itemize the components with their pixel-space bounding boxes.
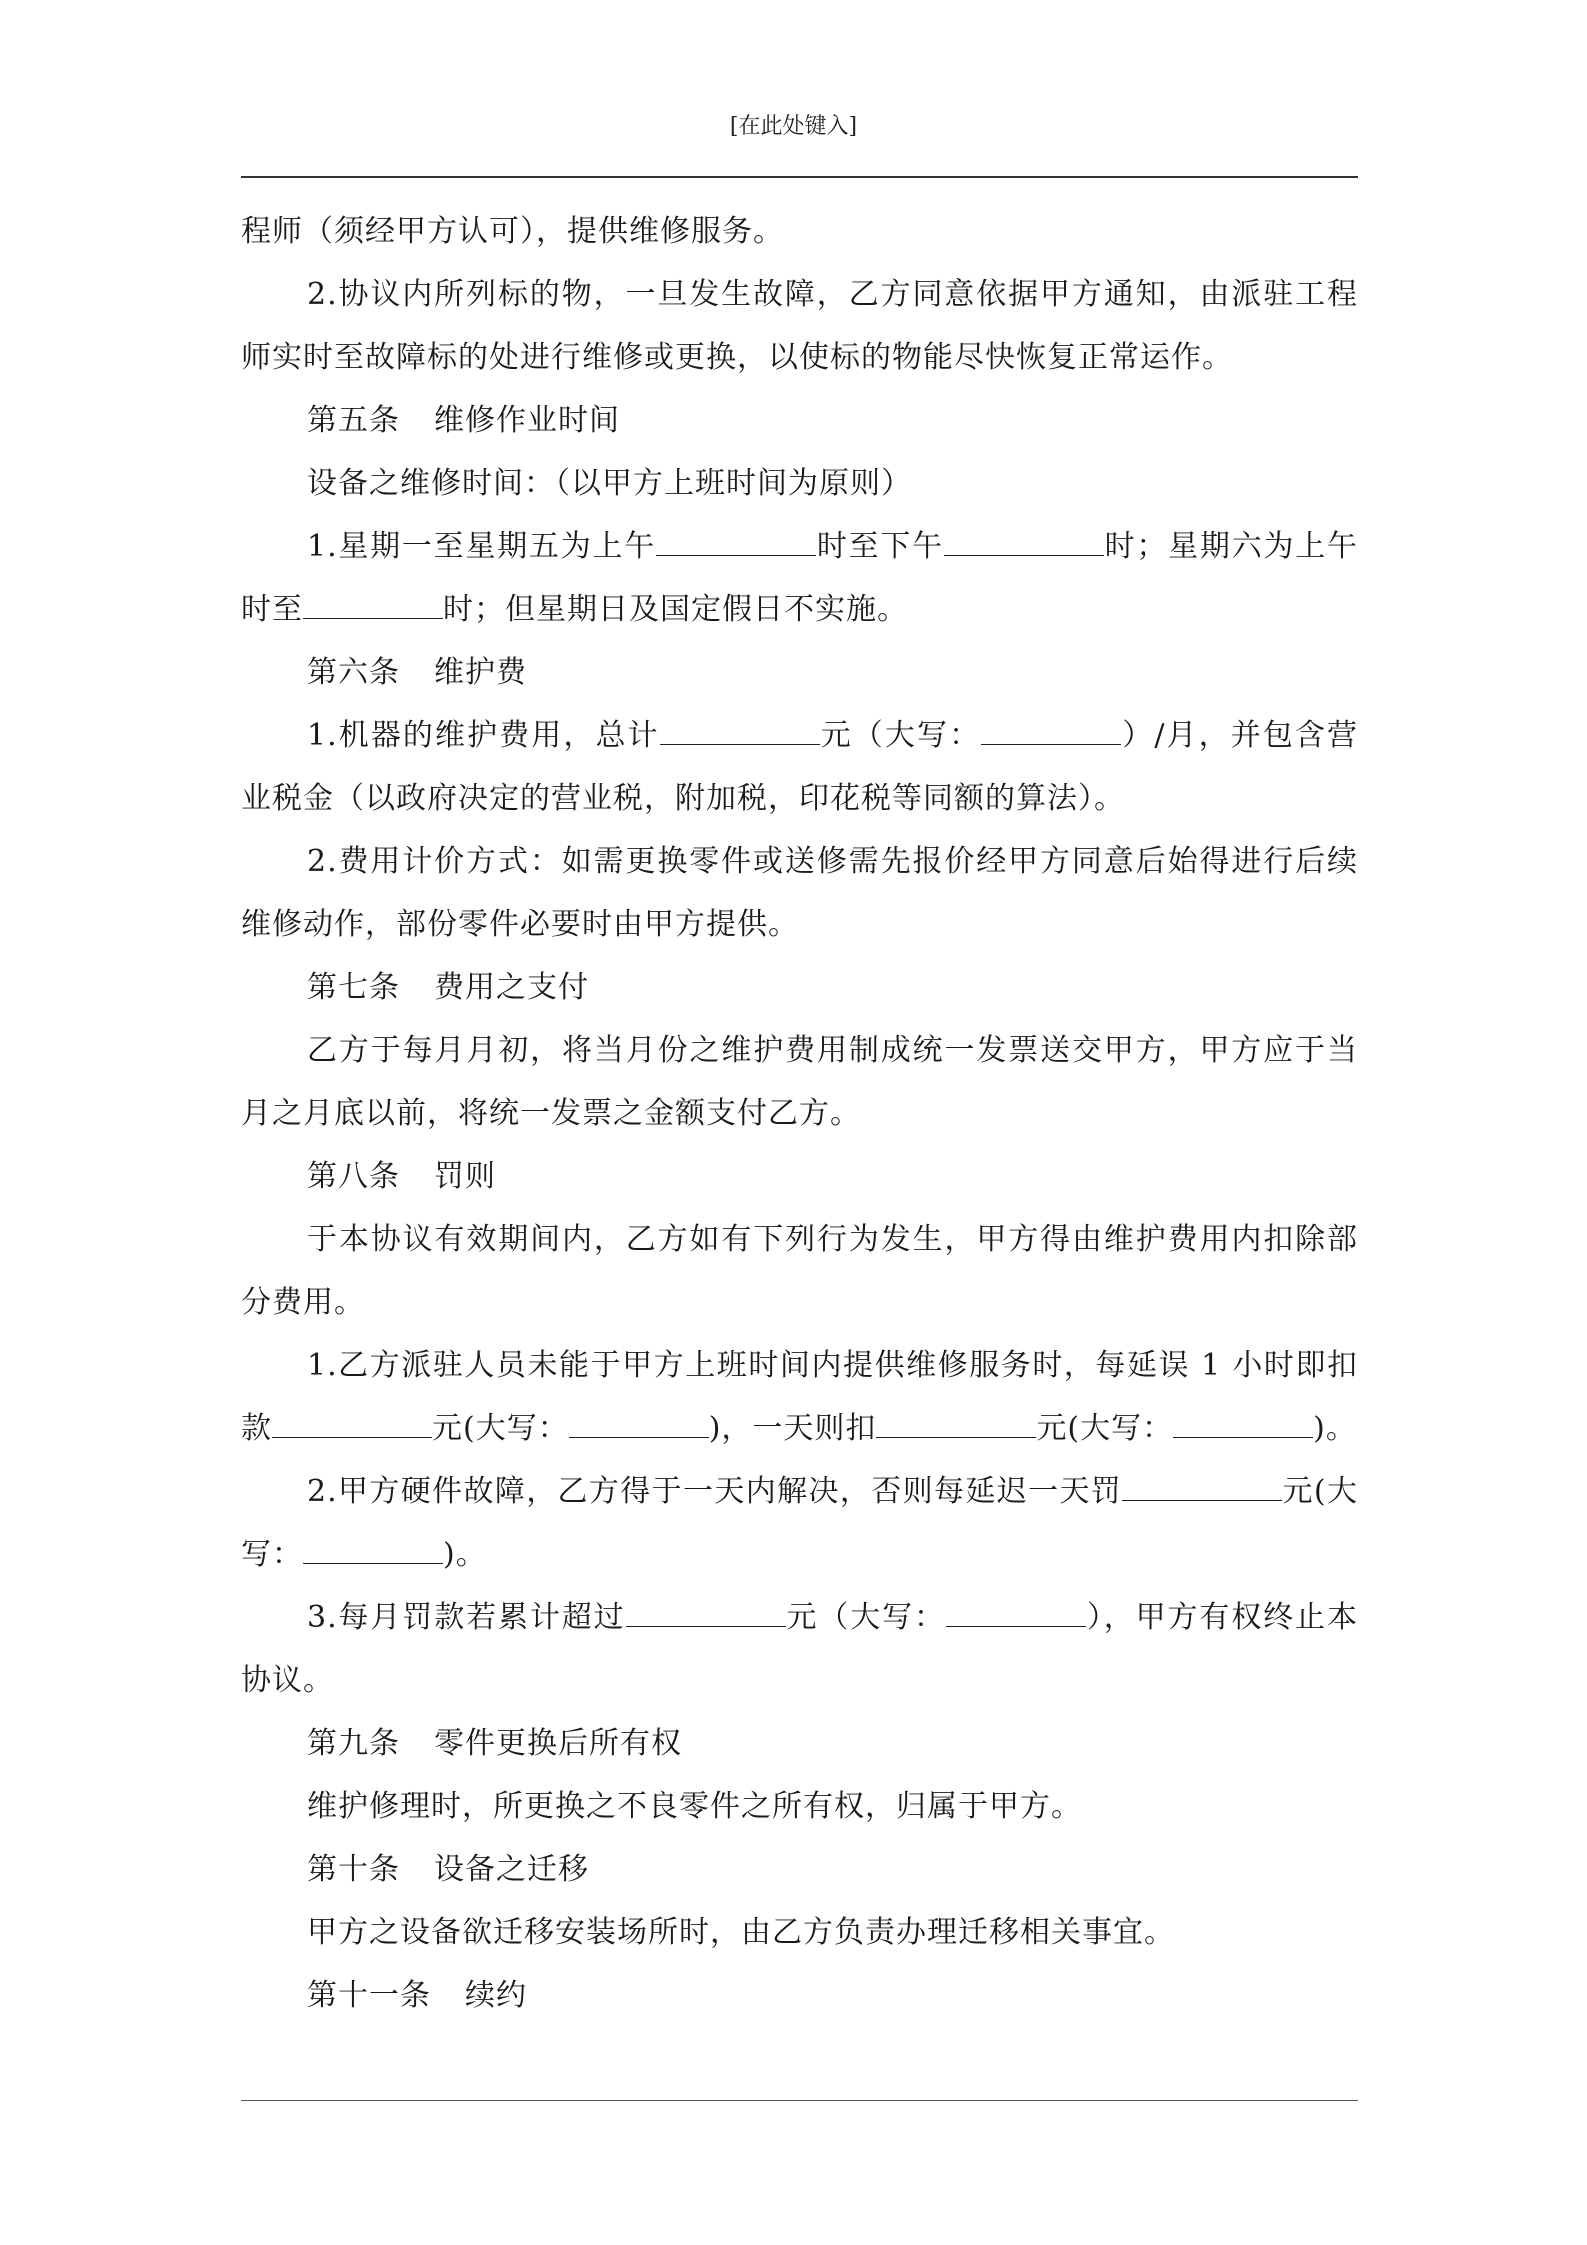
text-run: 元（大写： bbox=[819, 718, 982, 753]
text-run: 1.乙方派驻人员未能于甲方上班时间内提供维修服务时，每延误 1 小时即扣款 bbox=[241, 1348, 1358, 1446]
text-run: 元(大写： bbox=[1036, 1411, 1174, 1446]
fill-blank[interactable] bbox=[272, 1407, 432, 1438]
fill-blank[interactable] bbox=[569, 1407, 709, 1438]
paragraph: 设备之维修时间：（以甲方上班时间为原则） bbox=[307, 466, 912, 501]
article-title: 罚则 bbox=[434, 1159, 496, 1194]
page-header-placeholder[interactable]: [在此处键入] bbox=[729, 114, 858, 139]
paragraph bbox=[241, 704, 1358, 830]
fill-blank[interactable] bbox=[946, 1596, 1086, 1627]
text-run: 3.每月罚款若累计超过 bbox=[307, 1600, 626, 1635]
article-title: 维修作业时间 bbox=[434, 403, 620, 438]
text-run: 元(大写： bbox=[432, 1411, 569, 1446]
fill-blank[interactable] bbox=[660, 714, 820, 745]
article-heading bbox=[241, 1964, 1358, 2027]
fill-blank[interactable] bbox=[303, 588, 443, 619]
article-number: 第六条 bbox=[307, 655, 400, 690]
article-title: 维护费 bbox=[434, 655, 527, 690]
fill-blank[interactable] bbox=[1122, 1470, 1282, 1501]
article-heading bbox=[241, 641, 1358, 704]
text-run: ）/月，并包含营业税金（以政府决定的营业税，附加税，印花税等同额的算法）。 bbox=[241, 718, 1359, 816]
text-run: 元（大写： bbox=[785, 1600, 946, 1635]
paragraph bbox=[241, 515, 1358, 641]
text-run: )，一天则扣 bbox=[708, 1411, 877, 1446]
text-run: 元(大写： bbox=[241, 1474, 1358, 1572]
paragraph: 于本协议有效期间内，乙方如有下列行为发生，甲方得由维护费用内扣除部分费用。 bbox=[241, 1222, 1358, 1320]
text-run: )。 bbox=[443, 1537, 487, 1572]
paragraph: 乙方于每月月初，将当月份之维护费用制成统一发票送交甲方，甲方应于当月之月底以前，将统一发票之金额支付乙方。 bbox=[241, 1033, 1358, 1131]
text-run: 1.星期一至星期五为上午 bbox=[307, 529, 657, 564]
article-heading bbox=[241, 956, 1358, 1019]
text-run: 1.机器的维护费用，总计 bbox=[307, 718, 660, 753]
article-title: 零件更换后所有权 bbox=[434, 1726, 682, 1761]
article-title: 续约 bbox=[465, 1978, 527, 2013]
text-run: 时；但星期日及国定假日不实施。 bbox=[443, 592, 908, 627]
article-number: 第五条 bbox=[307, 403, 400, 438]
paragraph: 2.费用计价方式：如需更换零件或送修需先报价经甲方同意后始得进行后续维修动作，部份零件必要时由甲方提供。 bbox=[241, 844, 1358, 942]
article-heading bbox=[241, 1712, 1358, 1775]
paragraph: 2.协议内所列标的物，一旦发生故障，乙方同意依据甲方通知，由派驻工程师实时至故障标的处进行维修或更换，以使标的物能尽快恢复正常运作。 bbox=[241, 277, 1358, 375]
paragraph bbox=[241, 1460, 1358, 1586]
article-heading bbox=[241, 1145, 1358, 1208]
fill-blank[interactable] bbox=[1173, 1407, 1313, 1438]
paragraph: 维护修理时，所更换之不良零件之所有权，归属于甲方。 bbox=[307, 1789, 1082, 1824]
fill-blank[interactable] bbox=[656, 525, 816, 556]
paragraph: 程师（须经甲方认可），提供维修服务。 bbox=[241, 214, 784, 249]
text-run: 时；星期六为上午时至 bbox=[241, 529, 1358, 627]
fill-blank[interactable] bbox=[981, 714, 1121, 745]
document-body bbox=[241, 200, 1358, 2027]
paragraph bbox=[241, 1334, 1358, 1460]
fill-blank[interactable] bbox=[626, 1596, 786, 1627]
fill-blank[interactable] bbox=[303, 1533, 443, 1564]
fill-blank[interactable] bbox=[944, 525, 1104, 556]
article-number: 第八条 bbox=[307, 1159, 400, 1194]
text-run: 2.甲方硬件故障，乙方得于一天内解决，否则每延迟一天罚 bbox=[307, 1474, 1123, 1509]
article-number: 第十一条 bbox=[307, 1978, 431, 2013]
text-run: 时至下午 bbox=[816, 529, 944, 564]
footer-rule bbox=[241, 2100, 1358, 2101]
text-run: ），甲方有权终止本协议。 bbox=[241, 1600, 1359, 1698]
article-heading bbox=[241, 1838, 1358, 1901]
paragraph: 甲方之设备欲迁移安装场所时，由乙方负责办理迁移相关事宜。 bbox=[307, 1915, 1175, 1950]
article-number: 第十条 bbox=[307, 1852, 400, 1887]
fill-blank[interactable] bbox=[876, 1407, 1036, 1438]
text-run: )。 bbox=[1313, 1411, 1357, 1446]
article-title: 费用之支付 bbox=[434, 970, 589, 1005]
article-heading bbox=[241, 389, 1358, 452]
article-title: 设备之迁移 bbox=[434, 1852, 589, 1887]
paragraph bbox=[241, 1586, 1358, 1712]
article-number: 第九条 bbox=[307, 1726, 400, 1761]
article-number: 第七条 bbox=[307, 970, 400, 1005]
header-rule bbox=[241, 176, 1358, 178]
